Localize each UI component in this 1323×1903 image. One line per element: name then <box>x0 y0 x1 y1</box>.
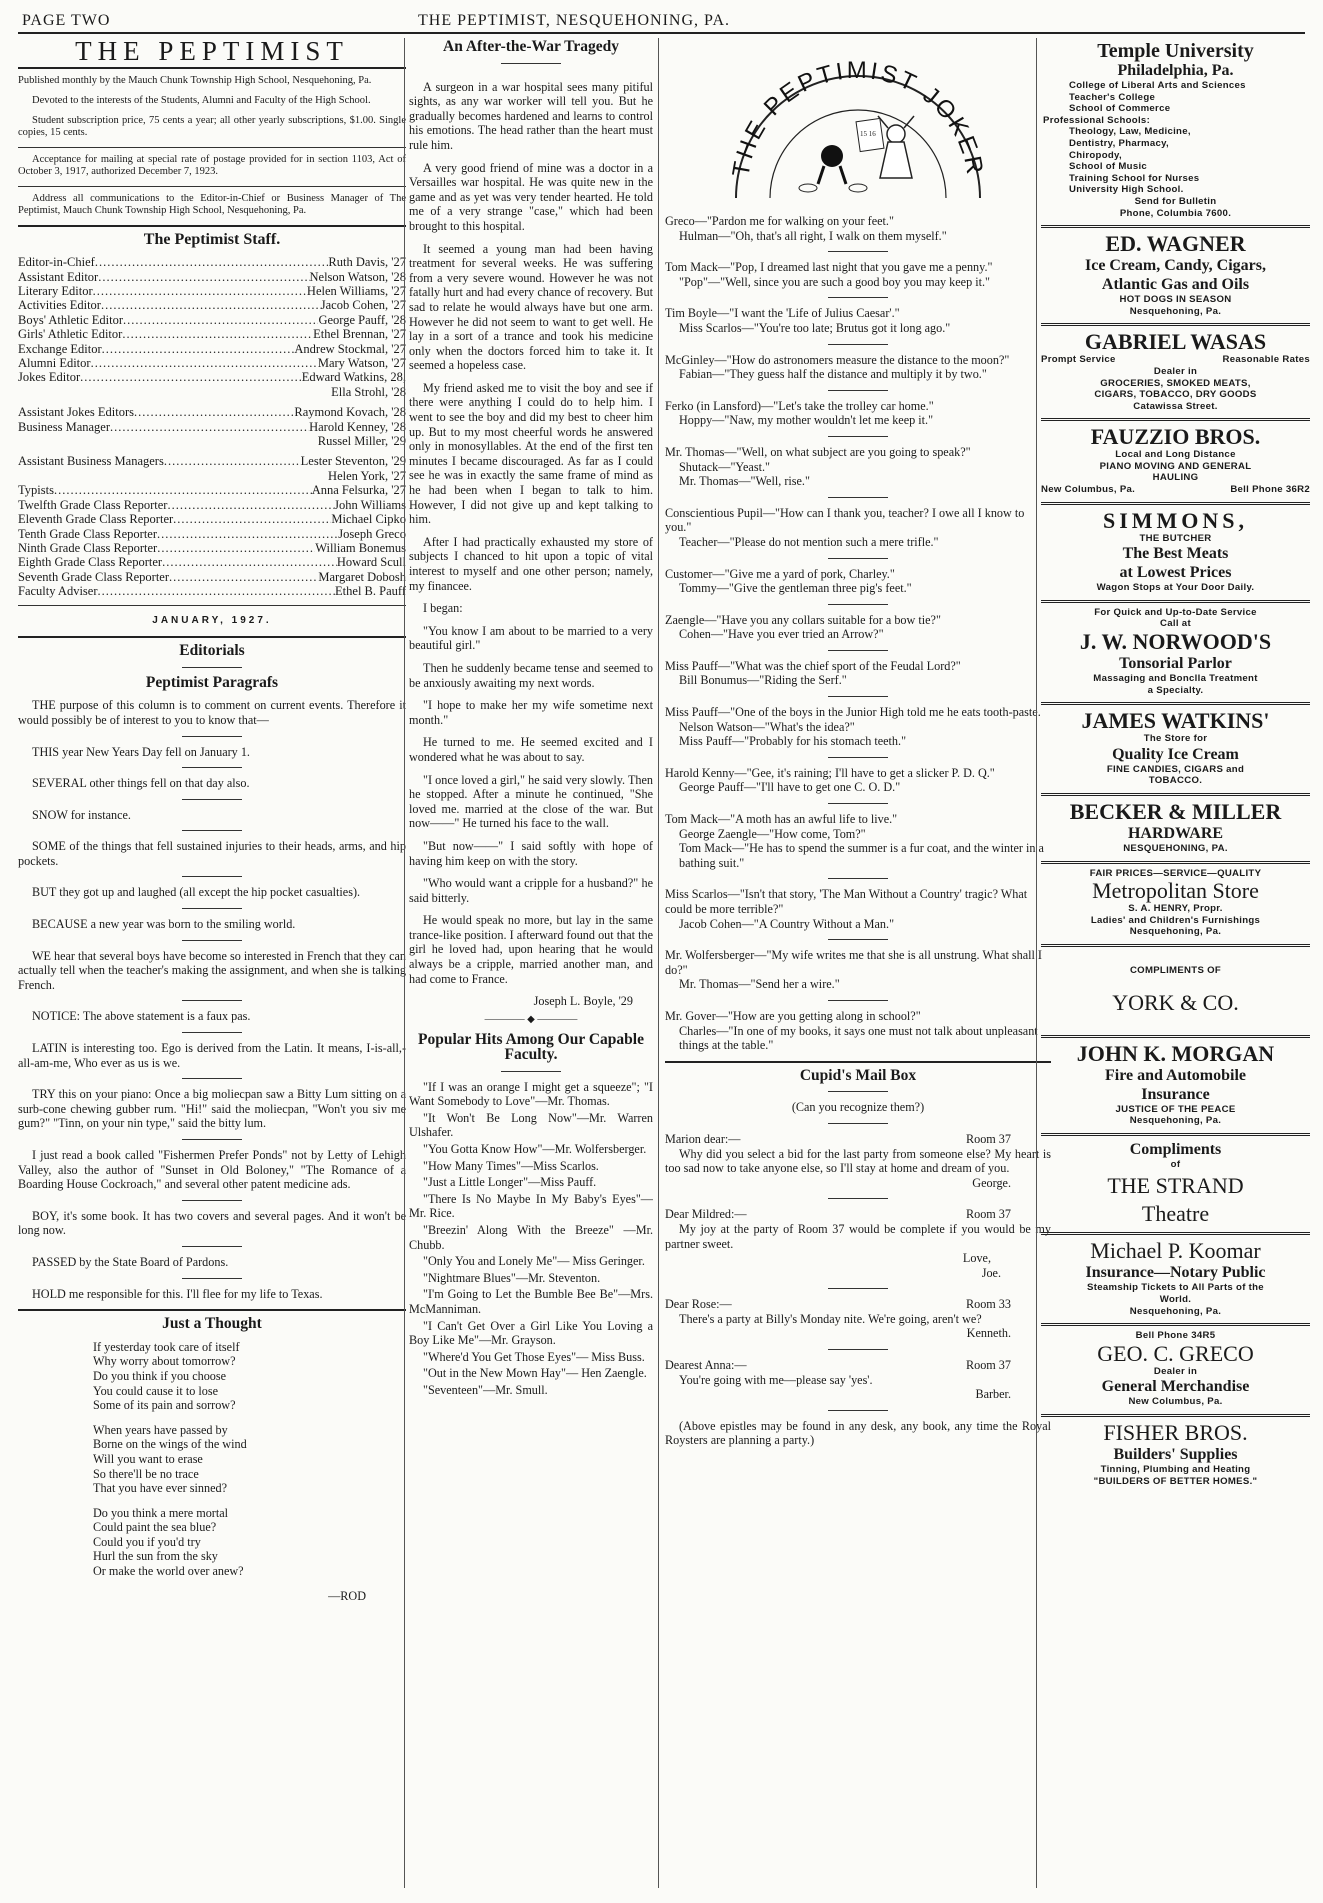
tragedy-heading: An After-the-War Tragedy <box>443 38 619 55</box>
staff-row: Eighth Grade Class Reporter ..... Howard Scull <box>18 555 406 569</box>
divider <box>18 636 406 638</box>
hit-item: "Out in the New Mown Hay"— Hen Zaengle. <box>423 1366 647 1381</box>
hit-item: "How Many Times"—Miss Scarlos. <box>423 1158 599 1173</box>
joke: McGinley—"How do astronomers measure the distance to the moon?" Fabian—"They guess half the distance and multiply it by two." <box>665 352 1010 382</box>
column-1 <box>18 38 406 1888</box>
joke: Customer—"Give me a yard of pork, Charley." Tommy—"Give the gentleman three pig's feet." <box>665 566 912 596</box>
ad-temple: Temple University Philadelphia, Pa. College of Liberal Arts and Sciences Teacher's College School of Commerce Professional Schools: Theology, Law, Medicine, Dentistry, Pharmacy, Chiropody, School of Music Training School for Nurses University High School. Send for Bulletin Phone, Columbia 7600. <box>1041 38 1310 228</box>
divider <box>18 67 406 69</box>
hit-item: "I Can't Get Over a Girl Like You Loving a Boy Like Me"—Mr. Grayson. <box>409 1318 653 1348</box>
story-para: My friend asked me to visit the boy and see if there were anything I could do to help him. I went to see the boy and did my best to cheer him up. But to my most cheerful words he answered only in monosyllables. At the end of the first ten minutes I became discouraged. As far as I could see he was in exactly the same frame of mind as he had been when I began to talk to him. However, I did not give up and kept talking to him. <box>409 380 653 527</box>
column-3 <box>658 38 1051 1888</box>
story-author: Joseph L. Boyle, '29 <box>533 994 633 1009</box>
love-letter: Dear Mildred:— Room 37 My joy at the party of Room 37 would be complete if you would be my partner sweet. Love, Joe. <box>665 1207 1051 1280</box>
thought-heading: Just a Thought <box>162 1315 262 1333</box>
staff-row: Literary Editor ..... Helen Williams, '27 <box>18 284 406 298</box>
staff-row: Seventh Grade Class Reporter ..... Margaret Dobosh <box>18 570 406 584</box>
short-rule <box>182 667 242 668</box>
story-para: Then he suddenly became tense and seemed to be anxiously awaiting my next words. <box>409 660 653 690</box>
short-rule <box>501 1071 561 1072</box>
editorial-para: BECAUSE a new year was born to the smiling world. <box>32 917 296 932</box>
editorial-para: SOME of the things that fell sustained injuries to their heads, arms, and hip pockets. <box>18 839 406 868</box>
ad-morgan: JOHN K. MORGAN Fire and Automobile Insurance JUSTICE OF THE PEACE Nesquehoning, Pa. <box>1041 1038 1310 1136</box>
joke: Miss Scarlos—"Isn't that story, 'The Man Without a Country' tragic? What could be more terrible?" Jacob Cohen—"A Country Without a Man." <box>665 887 1028 931</box>
staff-row: Exchange Editor ..... Andrew Stockmal, '27 <box>18 342 406 356</box>
divider <box>18 1309 406 1311</box>
devoted-note: Devoted to the interests of the Students, Alumni and Faculty of the High School. <box>32 94 371 106</box>
story-para: He turned to me. He seemed excited and I wondered what he was about to say. <box>409 735 653 764</box>
hit-item: "Seventeen"—Mr. Smull. <box>423 1382 548 1397</box>
staff-row: Jokes Editor ..... Edward Watkins, 28, <box>18 370 406 384</box>
joke: Zaengle—"Have you any collars suitable for a bow tie?" Cohen—"Have you ever tried an Arrow?" <box>665 612 941 642</box>
joke: Greco—"Pardon me for walking on your feet." Hulman—"Oh, that's all right, I walk on them myself." <box>665 214 947 243</box>
ad-wagner: ED. WAGNER Ice Cream, Candy, Cigars, Atlantic Gas and Oils HOT DOGS IN SEASON Nesquehoning, Pa. <box>1041 228 1310 326</box>
story-para: "I hope to make her my wife sometime next month." <box>409 698 653 727</box>
editorial-para: TRY this on your piano: Once a big moliecpan saw a Bitty Lum sitting on a surb-cone chewing gubber rum. "Hi!" said the moliecpan, "Won't you siv me gum?" "Tinn, on your nin type," said the bitty lum. <box>18 1087 406 1131</box>
staff-row: Alumni Editor ..... Mary Watson, '27 <box>18 356 406 370</box>
story-para: A very good friend of mine was a doctor in a Versailles war hospital. He was quite new in the game and as yet was very tender hearted. He told me of a very strange "case," which had been brought to this hospital. <box>409 160 653 233</box>
joke: Ferko (in Lansford)—"Let's take the trolley car home." Hoppy—"Naw, my mother wouldn't let me keep it." <box>665 398 934 428</box>
poem-stanza: Do you think a mere mortal Could paint the sea blue? Could you if you'd try Hurl the sun from the sky Or make the world over anew? <box>93 1505 244 1579</box>
staff-row: Business Manager ..... Harold Kenney, '28 <box>18 420 406 434</box>
cupid-footer: (Above epistles may be found in any desk, any book, any time the Royal Roysters are planning a party.) <box>665 1418 1051 1448</box>
hit-item: "Just a Little Longer"—Miss Pauff. <box>423 1175 597 1190</box>
editorial-para: THIS year New Years Day fell on January 1. <box>32 744 250 759</box>
staff-row: Assistant Business Managers ..... Lester Steventon, '29 <box>18 454 406 468</box>
joke: Miss Pauff—"What was the chief sport of the Feudal Lord?" Bill Bonumus—"Riding the Serf." <box>665 658 961 688</box>
page-number: PAGE TWO <box>22 12 111 29</box>
staff-row: Eleventh Grade Class Reporter ..... Michael Cipko <box>18 512 406 526</box>
joker-logo <box>708 38 1008 208</box>
editorial-para: LATIN is interesting too. Ego is derived from the Latin. It means, I-is-all,-all-am-me, Who ever as us is we. <box>18 1041 406 1070</box>
staff-row: Twelfth Grade Class Reporter ..... John Williams <box>18 498 406 512</box>
hit-item: "You Gotta Know How"—Mr. Wolfersberger. <box>423 1142 647 1156</box>
joke: Miss Pauff—"One of the boys in the Junior High told me he eats tooth-paste. Nelson Watson—"What's the idea?" Miss Pauff—"Probably for his stomach teeth." <box>665 705 1041 749</box>
editorial-para: HOLD me responsible for this. I'll flee for my life to Texas. <box>32 1286 323 1301</box>
hit-item: "Nightmare Blues"—Mr. Steventon. <box>423 1270 601 1285</box>
staff-row: Editor-in-Chief ..... Ruth Davis, '27 <box>18 255 406 269</box>
jester-illustration <box>799 116 914 192</box>
issue-date: JANUARY, 1927. <box>152 614 272 626</box>
staff-row: Assistant Jokes Editors ..... Raymond Kovach, '28 <box>18 405 406 419</box>
joke: Harold Kenny—"Gee, it's raining; I'll have to get a slicker P. D. Q." George Pauff—"I'll have to get one C. O. D." <box>665 765 995 795</box>
story-para: I began: <box>423 601 463 616</box>
logo-title: THE PEPTIMIST JOKER <box>727 57 989 179</box>
staff-continuation: Russel Miller, '29 <box>317 434 406 449</box>
hit-item: "Where'd You Get Those Eyes"— Miss Buss. <box>423 1349 645 1364</box>
ornament-divider: ———— ◆ ———— <box>484 1013 578 1025</box>
love-letter: Dearest Anna:— Room 37 You're going with me—please say 'yes'. Barber. <box>665 1358 1011 1402</box>
ad-koomar: Michael P. Koomar Insurance—Notary Public Steamship Tickets to All Parts of the World. Nesquehoning, Pa. <box>1041 1235 1310 1326</box>
calendar-numbers: 15 16 <box>860 130 876 138</box>
divider <box>665 1061 1051 1063</box>
short-rule <box>501 63 561 64</box>
joke: Mr. Gover—"How are you getting along in school?" Charles—"In one of my books, it says one must not talk about unpleasant things at the table." <box>665 1008 1038 1053</box>
divider <box>18 147 406 148</box>
ad-fisher: FISHER BROS. Builders' Supplies Tinning, Plumbing and Heating "BUILDERS OF BETTER HOMES." <box>1093 1419 1258 1487</box>
staff-row: Ninth Grade Class Reporter ..... William Bonemus <box>18 541 406 555</box>
editorial-para: PASSED by the State Board of Pardons. <box>32 1254 229 1269</box>
hit-item: "Only You and Lonely Me"— Miss Geringer. <box>423 1254 645 1269</box>
joke: Tom Mack—"Pop, I dreamed last night that you gave me a penny." "Pop"—"Well, since you are such a good boy you may keep it." <box>665 260 993 289</box>
hit-item: "There Is No Maybe In My Baby's Eyes"—Mr. Rice. <box>409 1191 653 1221</box>
published-note: Published monthly by the Mauch Chunk Township High School, Nesquehoning, Pa. <box>18 74 372 86</box>
story-para: "You know I am about to be married to a very beautiful girl." <box>409 623 653 653</box>
paragrafs-heading: Peptimist Paragrafs <box>145 673 279 691</box>
staff-row: Activities Editor ..... Jacob Cohen, '27 <box>18 298 406 312</box>
ad-fauzzio: FAUZZIO BROS. Local and Long Distance PIANO MOVING AND GENERAL HAULING New Columbus, Pa. Bell Phone 36R2 <box>1041 421 1310 504</box>
story-para: A surgeon in a war hospital sees many pitiful sights, as any war worker will tell you. But he gradually becomes hardened and learns to control his emotions. The head rather than the heart must rule him. <box>409 79 653 152</box>
poem-stanza: When years have passed by Borne on the wings of the wind Will you want to erase So there'll be no trace That you have ever sinned? <box>93 1422 247 1496</box>
ad-norwood: For Quick and Up-to-Date Service Call at J. W. NORWOOD'S Tonsorial Parlor Massaging and Bonclla Treatment a Specialty. <box>1041 603 1310 705</box>
page-header <box>18 10 1305 34</box>
ad-strand: Compliments of THE STRAND Theatre <box>1041 1136 1310 1236</box>
joke: Conscientious Pupil—"How can I thank you, teacher? I owe all I know to you." Teacher—"Please do not mention such a mere trifle." <box>665 505 1025 549</box>
divider <box>18 186 406 187</box>
hit-item: "It Won't Be Long Now"—Mr. Warren Ulshafer. <box>409 1110 653 1140</box>
editorial-para: SNOW for instance. <box>32 807 131 822</box>
story-para: "But now——" I said softly with hope of having him keep on with the story. <box>409 838 653 868</box>
editorial-para: SEVERAL other things fell on that day also. <box>32 776 250 791</box>
ad-metropolitan: FAIR PRICES—SERVICE—QUALITY Metropolitan Store S. A. HENRY, Propr. Ladies' and Children's Furnishings Nesquehoning, Pa. <box>1041 864 1310 947</box>
ad-watkins: JAMES WATKINS' The Store for Quality Ice Cream FINE CANDIES, CIGARS and TOBACCO. <box>1041 705 1310 796</box>
staff-row: Faculty Adviser ..... Ethel B. Pauff <box>18 584 406 598</box>
story-para: "Who would want a cripple for a husband?" he said bitterly. <box>409 876 653 905</box>
joke: Tim Boyle—"I want the 'Life of Julius Caesar'." Miss Scarlos—"You're too late; Brutus got it long ago." <box>665 306 951 335</box>
joke: Mr. Wolfersberger—"My wife writes me that she is all unstrung. What shall I do?" Mr. Thomas—"Send her a wire." <box>665 948 1042 992</box>
staff-heading: The Peptimist Staff. <box>143 230 281 248</box>
joke: Tom Mack—"A moth has an awful life to live." George Zaengle—"How come, Tom?" Tom Mack—"He has to spend the summer is a fur coat, and the winter in a bathing suit." <box>665 812 1044 870</box>
address-note: Address all communications to the Editor-in-Chief or Business Manager of The Peptimist, Mauch Chunk Township High School, Nesquehoning, Pa. <box>18 192 406 216</box>
cupid-heading: Cupid's Mail Box <box>799 1066 917 1084</box>
hit-item: "If I was an orange I might get a squeeze"; "I Want Somebody to Love"—Mr. Thomas. <box>409 1079 653 1109</box>
ad-simmons: SIMMONS, THE BUTCHER The Best Meats at Lowest Prices Wagon Stops at Your Door Daily. <box>1041 505 1310 603</box>
joke: Mr. Thomas—"Well, on what subject are you going to speak?" Shutack—"Yeast." Mr. Thomas—"Well, rise." <box>665 444 971 489</box>
cupid-subtitle: (Can you recognize them?) <box>791 1100 925 1115</box>
hit-item: "I'm Going to Let the Bumble Bee Be"—Mrs. McManniman. <box>409 1287 653 1316</box>
staff-row: Assistant Editor ..... Nelson Watson, '28 <box>18 270 406 284</box>
staff-row: Girls' Athletic Editor ..... Ethel Brennan, '27 <box>18 327 406 341</box>
ad-greco: Bell Phone 34R5 GEO. C. GRECO Dealer in General Merchandise New Columbus, Pa. <box>1041 1326 1310 1417</box>
poem-stanza: If yesterday took care of itself Why worry about tomorrow? Do you think if you choose You could cause it to lose Some of its pain and sorrow? <box>93 1339 240 1413</box>
staff-row: Typists ..... Anna Felsurka, '27 <box>18 483 406 497</box>
staff-row: Boys' Athletic Editor ..... George Pauff, '28 <box>18 313 406 327</box>
ads-column <box>1036 38 1310 1888</box>
running-title: THE PEPTIMIST, NESQUEHONING, PA. <box>418 12 731 29</box>
staff-continuation: Ella Strohl, '28 <box>331 384 406 399</box>
editorials-heading: Editorials <box>179 642 245 660</box>
love-letter: Dear Rose:— Room 33 There's a party at Billy's Monday nite. We're going, aren't we? Kenneth. <box>665 1297 1011 1341</box>
ad-wasas: GABRIEL WASAS Prompt Service Reasonable Rates Dealer in GROCERIES, SMOKED MEATS, CIGARS, TOBACCO, DRY GOODS Catawissa Street. <box>1041 326 1310 421</box>
love-letter: Marion dear:— Room 37 Why did you select a bid for the last party from someone else? My heart is too sad now to take anyone else, so I'll stay at home and dream of you. George. <box>665 1131 1051 1190</box>
subscription-note: Student subscription price, 75 cents a year; all other yearly subscriptions, $1.00. Single copies, 15 cents. <box>18 114 406 138</box>
editorial-para: I just read a book called "Fishermen Prefer Ponds" not by Letty of Lehigh Valley, also the author of "Sunset in Old Boloney," "The Romance of a Boarding House Cockroach," and several other patent medicine ads. <box>18 1148 406 1192</box>
editorial-para: NOTICE: The above statement is a faux pas. <box>32 1009 251 1024</box>
column-2 <box>404 38 653 1888</box>
staff-list <box>18 255 406 598</box>
editorial-para: BUT they got up and laughed (all except the hip pocket casualties). <box>32 885 361 900</box>
editorial-para: BOY, it's some book. It has two covers and several pages. And it won't be long now. <box>18 1208 406 1238</box>
story-para: He would speak no more, but lay in the same trance-like position. I afterward found out that the girl he loved had, upon hearing that he would always be a cripple, married another man, and had come to France. <box>409 913 653 986</box>
story-para: After I had practically exhausted my store of subjects I chanced to hit upon a topic of vital interest to myself and one other person; namely, my financee. <box>409 534 653 593</box>
ad-york: COMPLIMENTS OF YORK & CO. <box>1041 947 1310 1038</box>
editorial-para: WE hear that several boys have become so interested in French that they can actually tell when the teacher's making the assignment, and when she is talking French. <box>18 948 406 992</box>
story-para: "I once loved a girl," he said very slowly. Then he stopped. After a minute he continued, "She loved me. married at the close of the war. But now——" He turned his face to the wall. <box>409 772 653 831</box>
hit-item: "Breezin' Along With the Breeze" —Mr. Chubb. <box>409 1222 653 1252</box>
acceptance-note: Acceptance for mailing at special rate of postage provided for in section 1103, Act of October 3, 1917, authorized December 7, 1923. <box>18 153 406 177</box>
poem-author: —ROD <box>328 1588 366 1603</box>
story-para: It seemed a young man had been having treatment for several weeks. He was suffering from a very severe wound. However he was not fatally hurt and had every chance of recovery. But sad to relate he would always have but one arm. However he did not seem to want to get well. He lay in a sort of a trance and took his medicine only when the doctors forced him to take it. It seemed a hopeless case. <box>409 241 653 373</box>
staff-row: Tenth Grade Class Reporter ..... Joseph Greco <box>18 527 406 541</box>
divider <box>18 225 406 227</box>
divider <box>18 605 406 606</box>
masthead-title: THE PEPTIMIST <box>75 38 349 66</box>
staff-continuation: Helen York, '27 <box>328 468 406 483</box>
editorial-para: THE purpose of this column is to comment on current events. Therefore it would possibly be of interest to you to know that— <box>18 698 406 727</box>
ad-becker-miller: BECKER & MILLER HARDWARE NESQUEHONING, PA. <box>1041 796 1310 864</box>
hits-heading: Popular Hits Among Our Capable Faculty. <box>418 1031 644 1064</box>
